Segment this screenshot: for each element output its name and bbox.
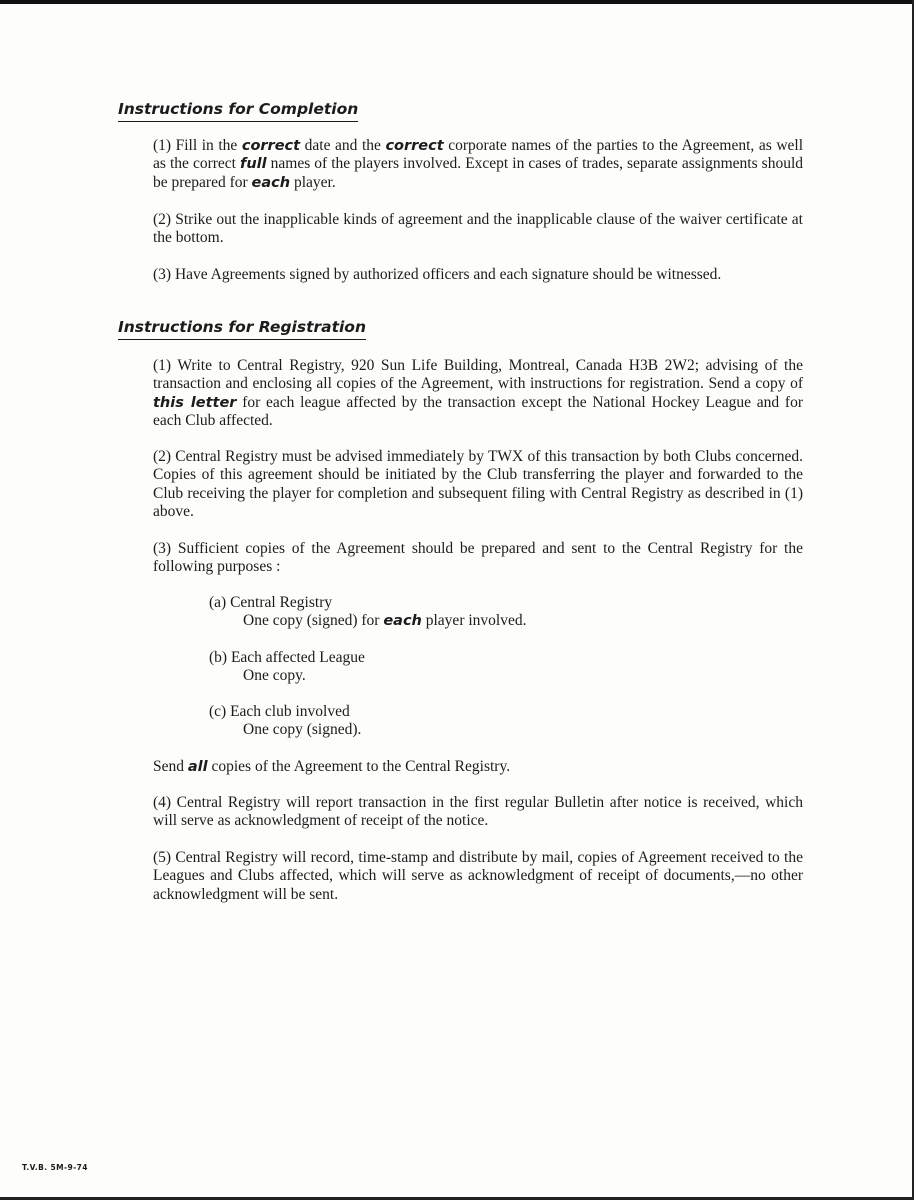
completion-paragraph-2: (2) Strike out the inapplicable kinds of agreement and the inapplicable clause of the waiver certificate at the bottom. <box>153 211 803 247</box>
registration-paragraph-1: (1) Write to Central Registry, 920 Sun Life Building, Montreal, Canada H3B 2W2; advising of the transaction and enclosing all copies of the Agreement, with instructions for registration. Send a copy of this letter for each league affected by the transaction except the National Hockey League and for each Club affected. <box>153 357 803 430</box>
completion-paragraph-1: (1) Fill in the correct date and the correct corporate names of the parties to the Agreement, as well as the correct full names of the players involved. Except in cases of trades, separate assignments should be prepared for each player. <box>153 137 804 191</box>
list-item-b: (b) Each affected League One copy. <box>209 649 365 685</box>
list-item-a: (a) Central Registry One copy (signed) for each player involved. <box>209 594 527 630</box>
completion-paragraph-3: (3) Have Agreements signed by authorized officers and each signature should be witnessed. <box>153 266 722 283</box>
registration-paragraph-3: (3) Sufficient copies of the Agreement should be prepared and sent to the Central Registry for the following purposes : <box>153 540 803 576</box>
top-border <box>0 0 914 4</box>
form-code: T.V.B. 5M-9-74 <box>22 1163 88 1172</box>
completion-heading: Instructions for Completion <box>118 100 358 122</box>
registration-paragraph-5: (5) Central Registry will record, time-stamp and distribute by mail, copies of Agreement received to the Leagues and Clubs affected, which will serve as acknowledgment of receipt of documents,—no other acknowledgment will be sent. <box>153 849 803 903</box>
registration-paragraph-4: (4) Central Registry will report transaction in the first regular Bulletin after notice is received, which will serve as acknowledgment of receipt of the notice. <box>153 794 803 830</box>
list-item-c: (c) Each club involved One copy (signed). <box>209 703 362 739</box>
registration-paragraph-2: (2) Central Registry must be advised immediately by TWX of this transaction by both Clubs concerned. Copies of this agreement should be initiated by the Club transferring the player and forwarded to the Club receiving the player for completion and subsequent filing with Central Registry as described in (1) above. <box>153 448 803 521</box>
send-all-line: Send all copies of the Agreement to the Central Registry. <box>153 758 511 775</box>
registration-heading: Instructions for Registration <box>118 318 366 340</box>
